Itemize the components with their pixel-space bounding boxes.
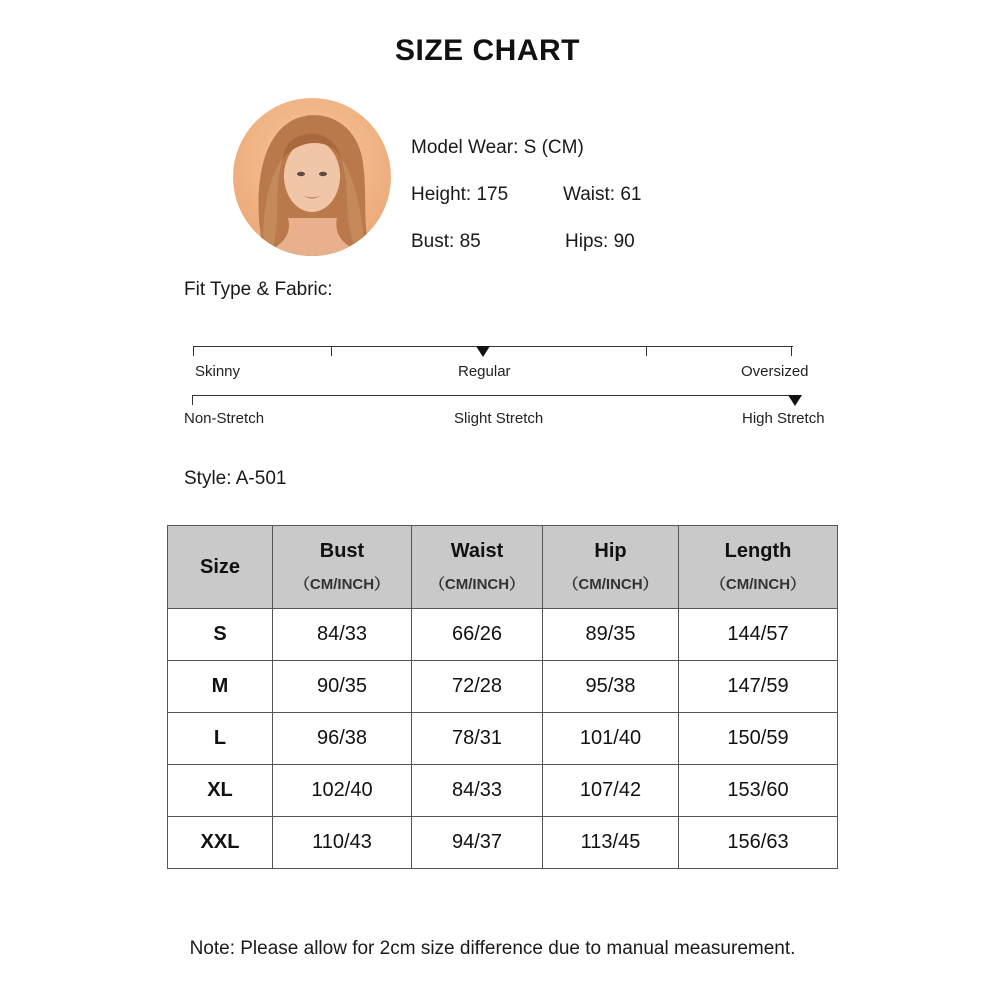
header-unit: （CM/INCH） — [563, 576, 658, 593]
size-cell: XL — [168, 765, 273, 817]
size-cell: S — [168, 609, 273, 661]
header-waist — [412, 526, 543, 609]
stretch-selected-marker-icon — [788, 395, 802, 406]
stretch-label-slight: Slight Stretch — [454, 410, 544, 427]
size-cell: XXL — [168, 817, 273, 869]
length-cell: 147/59 — [679, 661, 838, 713]
hip-cell: 95/38 — [543, 661, 679, 713]
fit-label-regular: Regular — [458, 363, 511, 380]
header-unit: （CM/INCH） — [294, 576, 390, 593]
stretch-scale-line — [192, 395, 795, 396]
length-cell: 156/63 — [679, 817, 838, 869]
length-cell: 153/60 — [679, 765, 838, 817]
table-header-row — [168, 526, 838, 609]
size-cell: M — [168, 661, 273, 713]
header-label: Hip — [594, 540, 627, 562]
table-row — [168, 609, 838, 661]
fit-heading: Fit Type & Fabric: — [184, 279, 333, 300]
fit-scale-tick — [646, 346, 647, 356]
measurement-note: Note: Please allow for 2cm size difference due to manual measurement. — [189, 938, 796, 959]
model-waist: Waist: 61 — [563, 184, 642, 205]
header-unit: （CM/INCH） — [429, 576, 525, 593]
header-label: Size — [199, 555, 241, 578]
hip-cell: 101/40 — [543, 713, 679, 765]
table-row — [168, 713, 838, 765]
header-label: Length — [724, 540, 792, 562]
table-row — [168, 661, 838, 713]
header-label: Bust — [319, 540, 365, 562]
model-portrait-icon — [233, 98, 391, 256]
length-cell: 144/57 — [679, 609, 838, 661]
bust-cell: 84/33 — [273, 609, 412, 661]
stretch-label-high: High Stretch — [742, 410, 825, 427]
table-row — [168, 765, 838, 817]
header-unit: （CM/INCH） — [710, 576, 806, 593]
model-photo — [233, 98, 391, 256]
fit-selected-marker-icon — [476, 346, 490, 357]
stretch-label-non: Non-Stretch — [184, 410, 265, 427]
model-bust: Bust: 85 — [411, 231, 481, 252]
hip-cell: 113/45 — [543, 817, 679, 869]
model-hips: Hips: 90 — [565, 231, 635, 252]
stretch-scale-tick — [192, 395, 193, 405]
hip-cell: 107/42 — [543, 765, 679, 817]
waist-cell: 66/26 — [412, 609, 543, 661]
fit-scale-tick — [193, 346, 194, 356]
model-height: Height: 175 — [411, 184, 509, 205]
waist-cell: 72/28 — [412, 661, 543, 713]
size-cell: L — [168, 713, 273, 765]
header-hip — [543, 526, 679, 609]
bust-cell: 110/43 — [273, 817, 412, 869]
length-cell: 150/59 — [679, 713, 838, 765]
bust-cell: 102/40 — [273, 765, 412, 817]
fit-scale-tick — [791, 346, 792, 356]
style-code: Style: A-501 — [184, 468, 287, 489]
page-title: SIZE CHART — [395, 34, 580, 67]
waist-cell: 84/33 — [412, 765, 543, 817]
header-length — [679, 526, 838, 609]
table-row — [168, 817, 838, 869]
bust-cell: 90/35 — [273, 661, 412, 713]
header-size — [168, 526, 273, 609]
size-table — [167, 525, 838, 869]
model-wear: Model Wear: S (CM) — [411, 137, 584, 158]
waist-cell: 78/31 — [412, 713, 543, 765]
bust-cell: 96/38 — [273, 713, 412, 765]
header-bust — [273, 526, 412, 609]
fit-scale-line — [193, 346, 793, 347]
header-label: Waist — [450, 540, 504, 562]
fit-label-oversized: Oversized — [741, 363, 809, 380]
fit-label-skinny: Skinny — [195, 363, 241, 380]
waist-cell: 94/37 — [412, 817, 543, 869]
hip-cell: 89/35 — [543, 609, 679, 661]
fit-scale-tick — [331, 346, 332, 356]
